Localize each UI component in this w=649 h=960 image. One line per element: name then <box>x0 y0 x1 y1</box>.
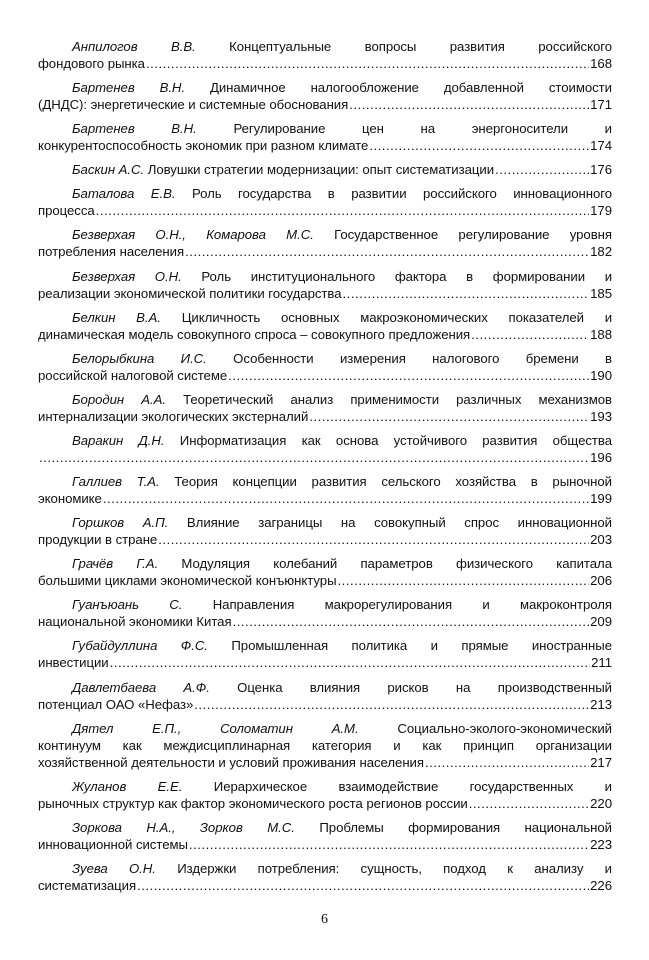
toc-entry-author: Горшков А.П. <box>72 515 169 531</box>
toc-entry-author: Бородин А.А. <box>72 391 166 407</box>
toc-entry <box>38 268 612 302</box>
toc-entry-last-line <box>38 654 612 671</box>
toc-entry-first-line <box>38 514 612 531</box>
toc-entry-last-line <box>38 572 612 589</box>
toc-entry-last-line <box>38 285 612 302</box>
toc-entry-first-line <box>38 473 612 490</box>
toc-entry-title-end: конкурентоспособность экономик при разном климате <box>38 138 369 154</box>
toc-entry-first-line <box>38 637 612 654</box>
toc-entry <box>38 79 612 113</box>
toc-entry-last-line <box>38 96 612 113</box>
toc-entry-title: Модуляция колебаний параметров физического капитала <box>181 556 612 572</box>
toc-entry-author: Бартенев В.Н. <box>72 121 197 137</box>
toc-entry <box>38 432 612 466</box>
dot-leader <box>96 202 589 219</box>
dot-leader <box>103 490 589 507</box>
toc-entry-first-line <box>38 555 612 572</box>
dot-leader <box>146 55 589 72</box>
toc-entry-title: Информатизация как основа устойчивого развития общества <box>179 432 612 448</box>
toc-entry <box>38 120 612 154</box>
toc-entry-title: Цикличность основных макроэкономических показателей и <box>181 309 613 325</box>
toc-entry-last-line <box>38 326 612 343</box>
dot-leader <box>110 654 590 671</box>
dot-leader <box>471 326 589 343</box>
dot-leader <box>39 449 589 466</box>
toc-entry-author: Губайдуллина Ф.С. <box>72 638 208 654</box>
toc-entry <box>38 637 612 671</box>
dot-leader <box>495 161 589 178</box>
toc-entry-author: Варакин Д.Н. <box>72 432 165 448</box>
toc-entry-author: Галлиев Т.А. <box>72 474 160 490</box>
dot-leader <box>338 572 590 589</box>
toc-entry-page: 171 <box>590 97 612 113</box>
toc-entry-last-line <box>38 877 612 894</box>
toc-entry-title: Роль государства в развитии российского инновационного <box>191 186 612 202</box>
toc-entry <box>38 309 612 343</box>
toc-entry-title: Государственное регулирование уровня <box>334 227 612 243</box>
toc-entry-author: Грачёв Г.А. <box>72 556 159 572</box>
toc-entry-first-line <box>38 432 612 449</box>
toc-entry-author: Зуева О.Н. <box>72 860 156 876</box>
toc-entry-last-line <box>38 531 612 548</box>
toc-entry-title: Промышленная политика и прямые иностранные <box>231 638 612 654</box>
page-number: 6 <box>321 912 328 927</box>
toc-entry-title: Роль институционального фактора в формировании и <box>201 268 613 284</box>
toc-entry-page: 182 <box>590 244 612 260</box>
toc-entry-last-line <box>38 367 612 384</box>
toc-entry-page: 174 <box>590 138 612 154</box>
toc-entry-last-line <box>38 795 612 812</box>
toc-entry-page: 199 <box>590 491 612 507</box>
toc-entry-first-line <box>38 350 612 367</box>
toc-entry-last-line <box>38 754 612 771</box>
dot-leader <box>194 696 589 713</box>
toc-entry-last-line <box>38 202 612 219</box>
toc-entry-first-line <box>38 38 612 55</box>
toc-entry-author: Безверхая О.Н. <box>72 268 182 284</box>
toc-entry-first-line <box>38 778 612 795</box>
toc-entry-page: 217 <box>590 754 612 770</box>
toc-entry-page: 185 <box>590 285 612 301</box>
dot-leader <box>369 137 589 154</box>
toc-entry-title-end: продукции в стране <box>38 532 158 548</box>
toc-entry-page: 168 <box>590 56 612 71</box>
toc-entry-first-line <box>38 309 612 326</box>
toc-entry-page: 203 <box>590 532 612 548</box>
dot-leader <box>185 243 589 260</box>
toc-entry-title-end: потенциал ОАО «Нефаз» <box>38 696 194 712</box>
toc-entry-title-end: Ловушки стратегии модернизации: опыт систематизации <box>147 162 495 178</box>
toc-entry <box>38 391 612 425</box>
dot-leader <box>158 531 589 548</box>
toc-entry-author: Анпилогов В.В. <box>72 39 196 54</box>
toc-entry-title-end: инновационной системы <box>38 836 188 852</box>
toc-entry-title-end: инвестиции <box>38 655 109 671</box>
toc-entry-first-line <box>38 120 612 137</box>
toc-entry-title: Проблемы формирования национальной <box>319 819 612 835</box>
toc-entry-title-end: систематизация <box>38 877 137 893</box>
toc-entry <box>38 555 612 589</box>
toc-entry-first-line <box>38 860 612 877</box>
toc-entry-page: 188 <box>590 326 612 342</box>
toc-entry-page: 223 <box>590 836 612 852</box>
toc-entry-first-line <box>38 268 612 285</box>
toc-entry-title-end: реализации экономической политики государства <box>38 285 342 301</box>
toc-entry-title-end: большими циклами экономической конъюнктуры <box>38 573 337 589</box>
toc-entry-page: 176 <box>590 162 612 178</box>
toc-entry-title-end: рыночных структур как фактор экономического роста регионов россии <box>38 795 468 811</box>
toc-entry <box>38 473 612 507</box>
toc-entry-author: Гуанъюань С. <box>72 597 183 613</box>
toc-entry-title-end: потребления населения <box>38 244 185 260</box>
toc-entry <box>38 679 612 713</box>
dot-leader <box>343 285 590 302</box>
toc-entry-last-line <box>38 836 612 853</box>
dot-leader <box>233 613 590 630</box>
toc-entry <box>38 226 612 260</box>
toc-entry-author: Зоркова Н.А., Зорков М.С. <box>72 819 295 835</box>
toc-entry-title-end: национальной экономики Китая <box>38 614 232 630</box>
toc-entry-title: Концептуальные вопросы развития российского <box>229 39 613 54</box>
toc-entry-page: 193 <box>590 408 612 424</box>
toc-entry-page: 179 <box>590 203 612 219</box>
toc-entry-page: 226 <box>590 877 612 893</box>
toc-entry <box>38 596 612 630</box>
toc-entry-page: 220 <box>590 795 612 811</box>
toc-entry-title-end: российской налоговой системе <box>38 367 228 383</box>
toc-entry <box>38 514 612 548</box>
toc-entry-author: Баталова Е.В. <box>72 186 176 202</box>
toc-entry <box>38 185 612 219</box>
toc-entry-title-end: фондового рынка <box>38 56 145 71</box>
toc-entry-page: 206 <box>590 573 612 589</box>
toc-entry-last-line <box>38 490 612 507</box>
toc-entry-title: Влияние заграницы на совокупный спрос инновационной <box>186 515 612 531</box>
toc-entry-last-line <box>38 161 612 178</box>
dot-leader <box>309 408 589 425</box>
dot-leader <box>228 367 589 384</box>
toc-entry <box>38 161 612 178</box>
toc-entry-first-line <box>38 79 612 96</box>
toc-entry-title: Теоретический анализ применимости различных механизмов <box>183 391 612 407</box>
dot-leader <box>349 96 589 113</box>
toc-entry <box>38 778 612 812</box>
toc-entry-author: Баскин А.С. <box>72 162 145 178</box>
dot-leader <box>469 795 589 812</box>
toc-entry-last-line <box>38 613 612 630</box>
toc-entry-first-line <box>38 720 612 737</box>
toc-entry-author: Белкин В.А. <box>72 309 161 325</box>
toc-entry <box>38 819 612 853</box>
toc-entry-first-line <box>38 679 612 696</box>
toc-entry-title: Оценка влияния рисков на производственный <box>237 679 612 695</box>
toc-entry-title: Регулирование цен на энергоносители и <box>233 121 612 137</box>
table-of-contents <box>38 38 612 901</box>
toc-entry-last-line <box>38 408 612 425</box>
toc-entry-last-line <box>38 696 612 713</box>
dot-leader <box>189 836 589 853</box>
toc-entry-author: Дятел Е.П., Соломатин А.М. <box>72 720 359 736</box>
toc-entry <box>38 350 612 384</box>
toc-entry-title: Динамичное налогообложение добавленной стоимости <box>209 80 612 96</box>
toc-entry-title: Издержки потребления: сущность, подход к анализу и <box>177 860 612 876</box>
toc-entry-last-line <box>38 449 612 466</box>
toc-entry-author: Безверхая О.Н., Комарова М.С. <box>72 227 314 243</box>
toc-entry-first-line <box>38 226 612 243</box>
toc-entry-last-line <box>38 243 612 260</box>
toc-entry-title: Особенности измерения налогового бремени в <box>233 350 612 366</box>
toc-entry-title-end: динамическая модель совокупного спроса – совокупного предложения <box>38 326 471 342</box>
toc-entry-page: 211 <box>591 655 612 671</box>
toc-entry <box>38 860 612 894</box>
toc-entry-title: Социально-эколого-экономический <box>397 720 612 736</box>
toc-entry-first-line <box>38 596 612 613</box>
toc-entry-page: 213 <box>590 696 612 712</box>
toc-entry <box>38 720 612 771</box>
toc-entry-first-line <box>38 391 612 408</box>
toc-entry <box>38 38 612 72</box>
toc-entry-author: Белорыбкина И.С. <box>72 350 207 366</box>
toc-entry-title-end: процесса <box>38 203 95 219</box>
toc-entry-title-end: экономике <box>38 491 102 507</box>
toc-entry-first-line <box>38 819 612 836</box>
toc-entry-title: Направления макрорегулирования и макроконтроля <box>212 597 612 613</box>
dot-leader <box>425 754 589 771</box>
toc-entry-page: 196 <box>590 449 612 465</box>
dot-leader <box>137 877 589 894</box>
toc-entry-author: Давлетбаева А.Ф. <box>72 679 210 695</box>
toc-entry-title-end: интернализации экологических экстерналий <box>38 408 309 424</box>
toc-entry-title: Иерархическое взаимодействие государственных и <box>213 778 612 794</box>
toc-entry-author: Жуланов Е.Е. <box>72 778 183 794</box>
toc-entry-last-line <box>38 55 612 72</box>
toc-entry-title-end: (ДНДС): энергетические и системные обоснования <box>38 97 349 113</box>
toc-entry-title-end: хозяйственной деятельности и условий проживания населения <box>38 754 424 770</box>
toc-entry-title: Теория концепции развития сельского хозяйства в рыночной <box>174 474 612 490</box>
toc-entry-page: 209 <box>590 614 612 630</box>
toc-entry-title-cont: континуум как междисциплинарная категория и как принцип организации <box>38 737 612 753</box>
toc-entry-page: 190 <box>590 367 612 383</box>
toc-entry-author: Бартенев В.Н. <box>72 80 186 96</box>
toc-entry-first-line <box>38 185 612 202</box>
toc-entry-last-line <box>38 137 612 154</box>
